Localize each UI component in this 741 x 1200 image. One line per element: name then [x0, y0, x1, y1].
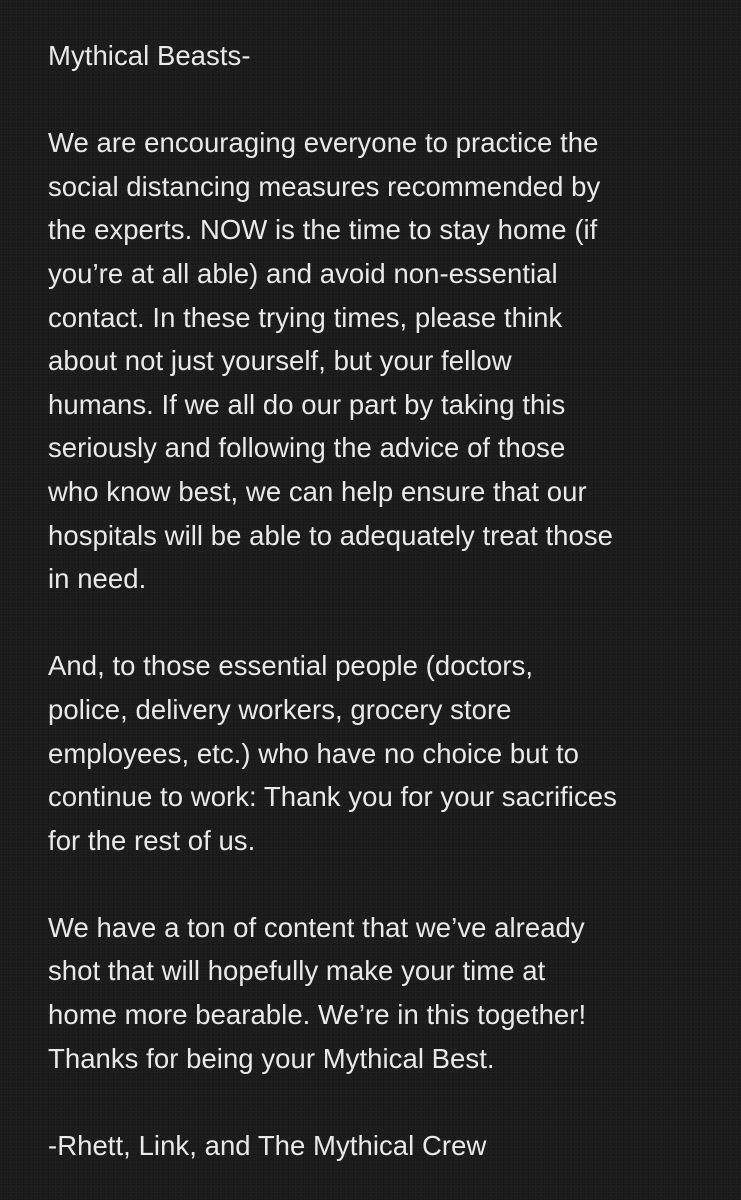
paragraph-spacer	[48, 1080, 718, 1124]
note-body	[48, 34, 718, 1167]
text-line: seriously and following the advice of those	[48, 432, 566, 464]
text-line: shot that will hopefully make your time at	[48, 955, 546, 987]
paragraph-spacer	[48, 78, 718, 122]
text-line: continue to work: Thank you for your sacrifices	[48, 781, 617, 813]
text-line: who know best, we can help ensure that our	[48, 475, 587, 507]
paragraph-spacer	[48, 862, 718, 906]
text-line: And, to those essential people (doctors,	[48, 650, 534, 682]
signature: -Rhett, Link, and The Mythical Crew	[48, 1129, 487, 1161]
paragraph-3	[48, 906, 718, 1080]
text-line: hospitals will be able to adequately treat those	[48, 519, 613, 551]
text-line: police, delivery workers, grocery store	[48, 693, 512, 725]
text-line: the experts. NOW is the time to stay home (if	[48, 214, 598, 246]
text-line: contact. In these trying times, please think	[48, 301, 563, 333]
text-line: in need.	[48, 563, 147, 595]
text-line: you’re at all able) and avoid non-essential	[48, 257, 558, 289]
text-line: social distancing measures recommended by	[48, 170, 601, 202]
text-line: home more bearable. We’re in this together!	[48, 999, 587, 1031]
text-line: We have a ton of content that we’ve already	[48, 911, 585, 943]
paragraph-2	[48, 644, 718, 862]
greeting: Mythical Beasts-	[48, 40, 251, 71]
paragraph-spacer	[48, 601, 718, 645]
text-line: employees, etc.) who have no choice but to	[48, 737, 580, 769]
text-line: We are encouraging everyone to practice the	[48, 127, 599, 159]
text-line: about not just yourself, but your fellow	[48, 345, 512, 377]
text-line: Thanks for being your Mythical Best.	[48, 1042, 495, 1074]
paragraph-1	[48, 121, 718, 601]
text-line: humans. If we all do our part by taking this	[48, 388, 566, 420]
text-line: for the rest of us.	[48, 824, 256, 856]
